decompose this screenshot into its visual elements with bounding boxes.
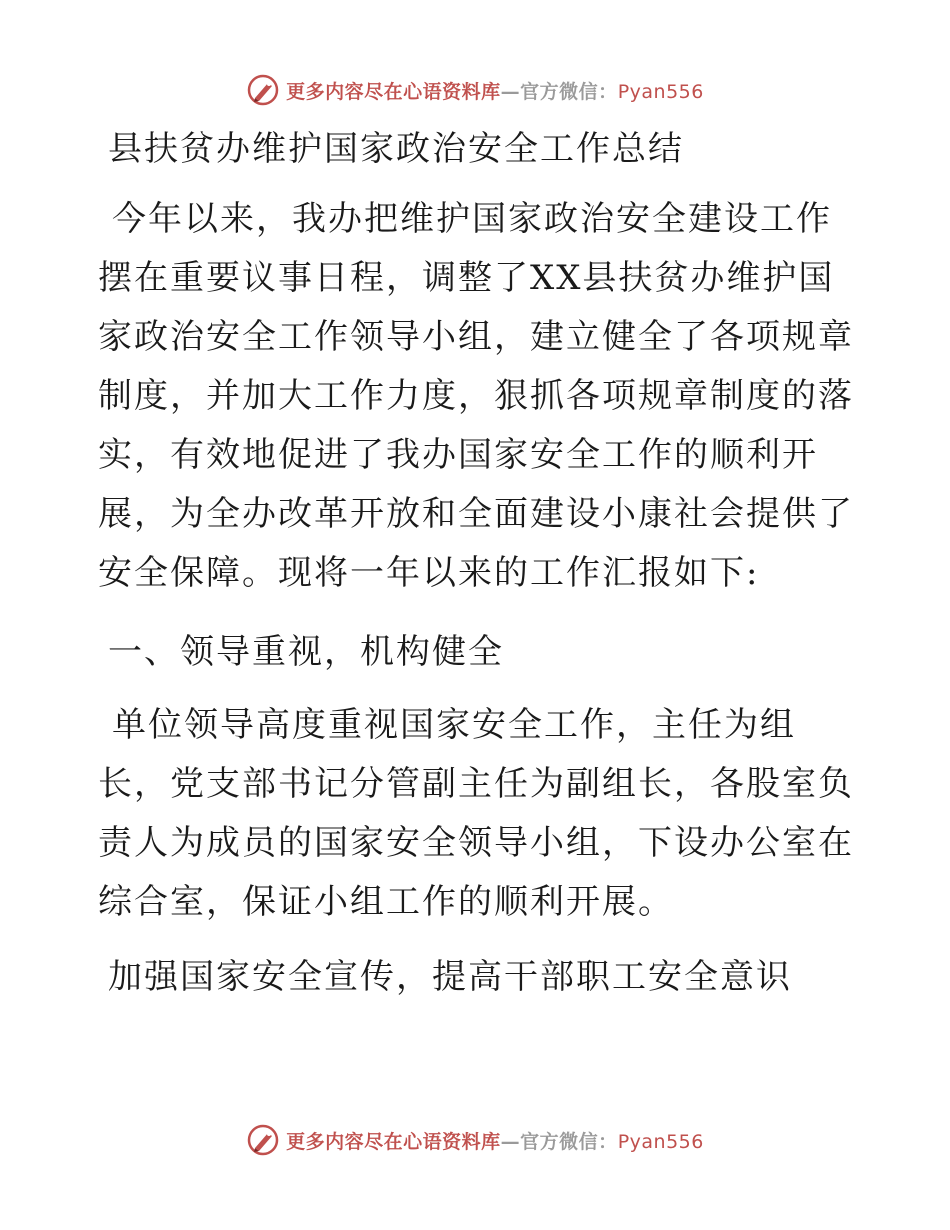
watermark-text: 更多内容尽在心语资料库—官方微信：Pyan556 [286,80,704,103]
paragraph-leadership: 单位领导高度重视国家安全工作，主任为组长，党支部书记分管副主任为副组长，各股室负责人为成员的国家安全领导小组，下设办公室在综合室，保证小组工作的顺利开展。 [98,705,854,922]
section-heading-1: 一、领导重视，机构健全 [108,632,504,672]
document-title: 县扶贫办维护国家政治安全工作总结 [108,129,684,169]
paragraph-intro: 今年以来，我办把维护国家政治安全建设工作摆在重要议事日程，调整了XX县扶贫办维护国家政治安全工作领导小组，建立健全了各项规章制度，并加大工作力度，狠抓各项规章制度的落实，有效地促进了我办国家安全工作的顺利开展，为全办改革开放和全面建设小康社会提供了安全保障。现将一年以来的工作汇报如下: [98,199,854,593]
header-watermark [0,70,950,110]
watermark-text: 更多内容尽在心语资料库—官方微信：Pyan556 [286,1130,704,1153]
document-body [98,120,858,1007]
pen-logo-icon [246,73,280,107]
pen-logo-icon [246,1123,280,1157]
paragraph-propaganda: 加强国家安全宣传，提高干部职工安全意识 [108,957,792,997]
footer-watermark [0,1120,950,1160]
